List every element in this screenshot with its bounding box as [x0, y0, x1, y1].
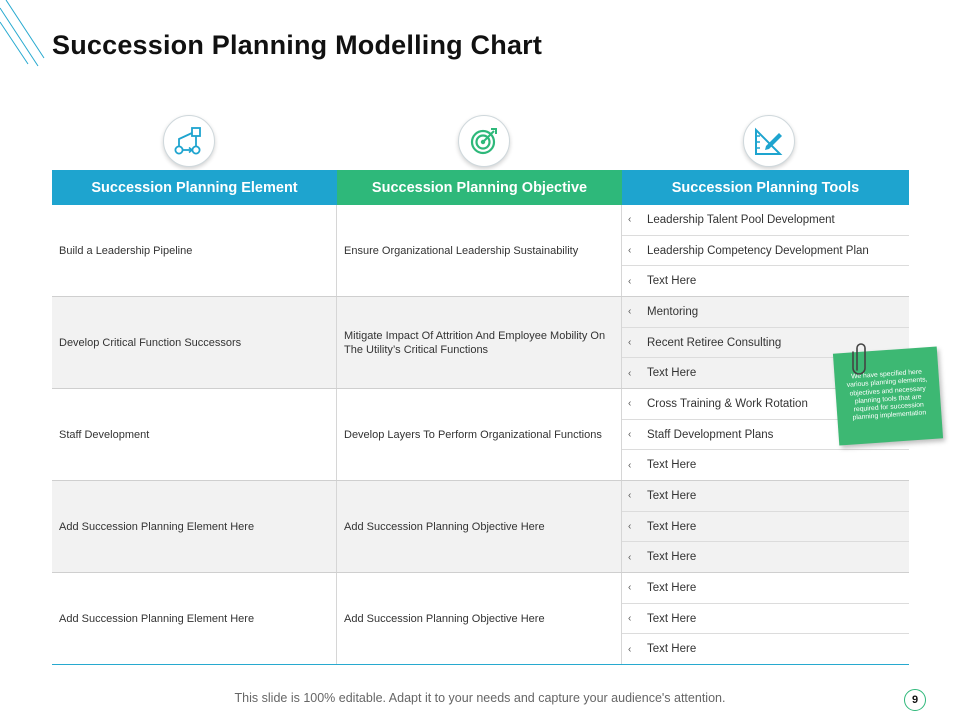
tool-label: Recent Retiree Consulting [647, 336, 782, 349]
slide-title: Succession Planning Modelling Chart [52, 30, 543, 60]
tool-label: Text Here [647, 551, 697, 564]
corner-decoration [0, 0, 60, 80]
tool-item [622, 573, 909, 604]
ruler-pencil-icon [743, 115, 795, 167]
tool-label: Text Here [647, 367, 697, 380]
tool-label: Mentoring [647, 305, 699, 318]
tool-label: Staff Development Plans [647, 428, 774, 441]
page-number: 9 [904, 689, 926, 711]
succession-table [52, 170, 909, 665]
bullet-icon: ‹ [628, 214, 632, 226]
header-objective: Succession Planning Objective [337, 170, 622, 205]
tool-item [622, 205, 909, 236]
flowchart-icon [163, 115, 215, 167]
tool-item [622, 604, 909, 635]
tools-cell [622, 481, 909, 572]
objective-cell: Add Succession Planning Objective Here [337, 573, 622, 664]
element-cell: Develop Critical Function Successors [52, 297, 337, 388]
bullet-icon: ‹ [628, 245, 632, 256]
bullet-icon: ‹ [628, 398, 632, 410]
tool-item [622, 450, 909, 480]
table-header [52, 170, 909, 205]
objective-cell: Add Succession Planning Objective Here [337, 481, 622, 572]
tool-label: Cross Training & Work Rotation [647, 397, 808, 410]
element-cell: Add Succession Planning Element Here [52, 573, 337, 664]
header-tools: Succession Planning Tools [622, 170, 909, 205]
tool-item [622, 266, 909, 296]
tool-item [622, 297, 909, 328]
bullet-icon: ‹ [628, 306, 632, 318]
objective-cell: Mitigate Impact Of Attrition And Employee Mobility On The Utility’s Critical Functions [337, 297, 622, 388]
tools-cell [622, 205, 909, 296]
sticky-note: We have specified here various planning elements, objectives and necessary planning tools that are required for succession planning implementation [833, 346, 943, 445]
bullet-icon: ‹ [628, 613, 632, 624]
tool-label: Text Here [647, 612, 697, 625]
table-row [52, 205, 909, 297]
tool-label: Text Here [647, 489, 697, 502]
tool-label: Leadership Talent Pool Development [647, 213, 835, 226]
header-element: Succession Planning Element [52, 170, 337, 205]
table-row [52, 297, 909, 389]
footer-text: This slide is 100% editable. Adapt it to your needs and capture your audience's attention. [234, 691, 726, 705]
element-cell: Add Succession Planning Element Here [52, 481, 337, 572]
objective-cell: Develop Layers To Perform Organizational Functions [337, 389, 622, 480]
tool-label: Text Here [647, 643, 697, 656]
paperclip-icon [851, 340, 869, 378]
bullet-icon: ‹ [628, 521, 632, 532]
bullet-icon: ‹ [628, 582, 632, 594]
element-cell: Staff Development [52, 389, 337, 480]
bullet-icon: ‹ [628, 275, 632, 287]
tool-item [622, 236, 909, 267]
table-row [52, 481, 909, 573]
table-row [52, 573, 909, 665]
tool-label: Text Here [647, 520, 697, 533]
bullet-icon: ‹ [628, 551, 632, 563]
target-icon [458, 115, 510, 167]
tool-label: Text Here [647, 459, 697, 472]
tool-item [622, 512, 909, 543]
tool-item [622, 481, 909, 512]
bullet-icon: ‹ [628, 367, 632, 379]
tool-label: Text Here [647, 275, 697, 288]
bullet-icon: ‹ [628, 459, 632, 471]
bullet-icon: ‹ [628, 337, 632, 348]
bullet-icon: ‹ [628, 643, 632, 655]
tools-cell [622, 573, 909, 664]
tool-label: Leadership Competency Development Plan [647, 244, 869, 257]
table-row [52, 389, 909, 481]
tool-item [622, 634, 909, 664]
objective-cell: Ensure Organizational Leadership Sustainability [337, 205, 622, 296]
bullet-icon: ‹ [628, 490, 632, 502]
tool-label: Text Here [647, 581, 697, 594]
bullet-icon: ‹ [628, 429, 632, 440]
tool-item [622, 542, 909, 572]
element-cell: Build a Leadership Pipeline [52, 205, 337, 296]
